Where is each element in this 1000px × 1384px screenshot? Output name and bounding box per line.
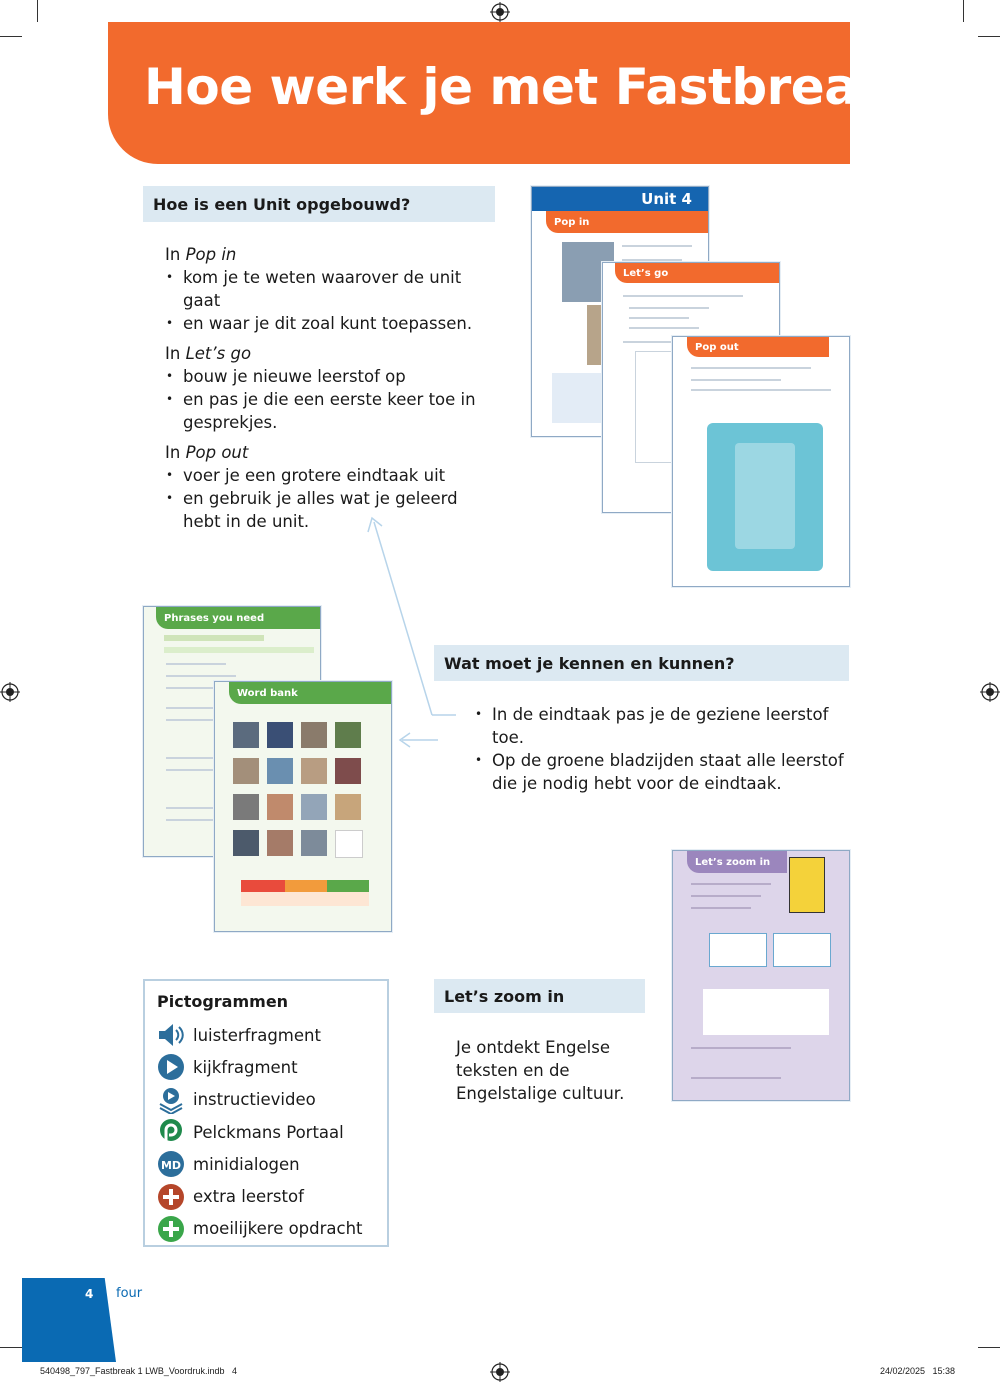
pop-in-intro: In Pop in xyxy=(165,245,237,264)
page-number-word: four xyxy=(116,1286,143,1301)
extra-plus-icon xyxy=(157,1183,185,1211)
pelckmans-portal-icon xyxy=(157,1118,185,1146)
word-bank-page-thumbnail xyxy=(214,681,392,932)
minidialog-icon xyxy=(157,1150,185,1178)
pictogram-row: MD minidialogen xyxy=(157,1148,387,1180)
lets-go-tab: Let’s go xyxy=(615,263,779,283)
page-number: 4 xyxy=(85,1287,94,1301)
pictogram-row: luisterfragment xyxy=(157,1019,387,1051)
pop-out-intro: In Pop out xyxy=(165,443,249,462)
page-number-tab xyxy=(22,1278,116,1362)
zoom-section-heading: Let’s zoom in xyxy=(434,979,645,1013)
list-item: • kom je te weten waarover de unit gaat xyxy=(183,266,495,312)
registration-mark-icon xyxy=(980,682,1000,702)
unit-section-text xyxy=(165,243,495,533)
unit-label: Unit 4 xyxy=(641,190,692,208)
instruction-video-icon xyxy=(157,1086,185,1114)
zoom-tab: Let’s zoom in xyxy=(687,851,787,873)
pictogram-heading: Pictogrammen xyxy=(157,992,289,1011)
list-item: • en gebruik je alles wat je geleerd hebt in de unit. xyxy=(183,487,495,533)
pictogram-row: Pelckmans Portaal xyxy=(157,1116,387,1148)
play-icon xyxy=(157,1053,185,1081)
list-item: • In de eindtaak pas je de geziene leerstof toe. xyxy=(492,703,854,749)
list-item: • Op de groene bladzijden staat alle leerstof die je nodig hebt voor de eindtaak. xyxy=(492,749,854,795)
word-bank-tab: Word bank xyxy=(229,682,391,704)
registration-mark-icon xyxy=(490,1362,510,1382)
know-section-heading: Wat moet je kennen en kunnen? xyxy=(434,645,849,681)
pictogram-row: kijkfragment xyxy=(157,1051,387,1083)
list-item: • en waar je dit zoal kunt toepassen. xyxy=(183,312,495,335)
slug-file: 540498_797_Fastbreak 1 LWB_Voordruk.indb 4 xyxy=(40,1366,237,1376)
pop-out-tab: Pop out xyxy=(687,337,829,357)
phrases-tab: Phrases you need xyxy=(156,607,320,629)
know-section-text xyxy=(474,703,854,795)
know-list xyxy=(474,703,854,795)
zoom-page-thumbnail xyxy=(672,850,850,1101)
pop-in-list xyxy=(165,266,495,335)
lets-go-list xyxy=(165,365,495,434)
list-item: • bouw je nieuwe leerstof op xyxy=(183,365,495,388)
list-item: • en pas je die een eerste keer toe in gesprekjes. xyxy=(183,388,495,434)
pop-in-tab: Pop in xyxy=(546,211,708,233)
list-item: • voer je een grotere eindtaak uit xyxy=(183,464,495,487)
hard-plus-icon xyxy=(157,1215,185,1243)
pictogram-legend xyxy=(143,979,389,1247)
unit-section-heading: Hoe is een Unit opgebouwd? xyxy=(143,186,495,222)
registration-mark-icon xyxy=(0,682,20,702)
speaker-icon xyxy=(157,1022,185,1048)
svg-text:MD: MD xyxy=(160,1159,182,1173)
pictogram-row: instructievideo xyxy=(157,1084,387,1116)
lets-go-intro: In Let’s go xyxy=(165,344,252,363)
pictogram-row: extra leerstof xyxy=(157,1180,387,1212)
registration-mark-icon xyxy=(490,2,510,22)
slug-date: 24/02/2025 15:38 xyxy=(880,1366,956,1376)
zoom-section-text: Je ontdekt Engelse teksten en de Engelstalige cultuur. xyxy=(456,1038,625,1103)
pop-out-page-thumbnail xyxy=(672,336,850,587)
page-title: Hoe werk je met Fastbreak 1? xyxy=(144,58,970,116)
pictogram-row: moeilijkere opdracht xyxy=(157,1213,387,1245)
